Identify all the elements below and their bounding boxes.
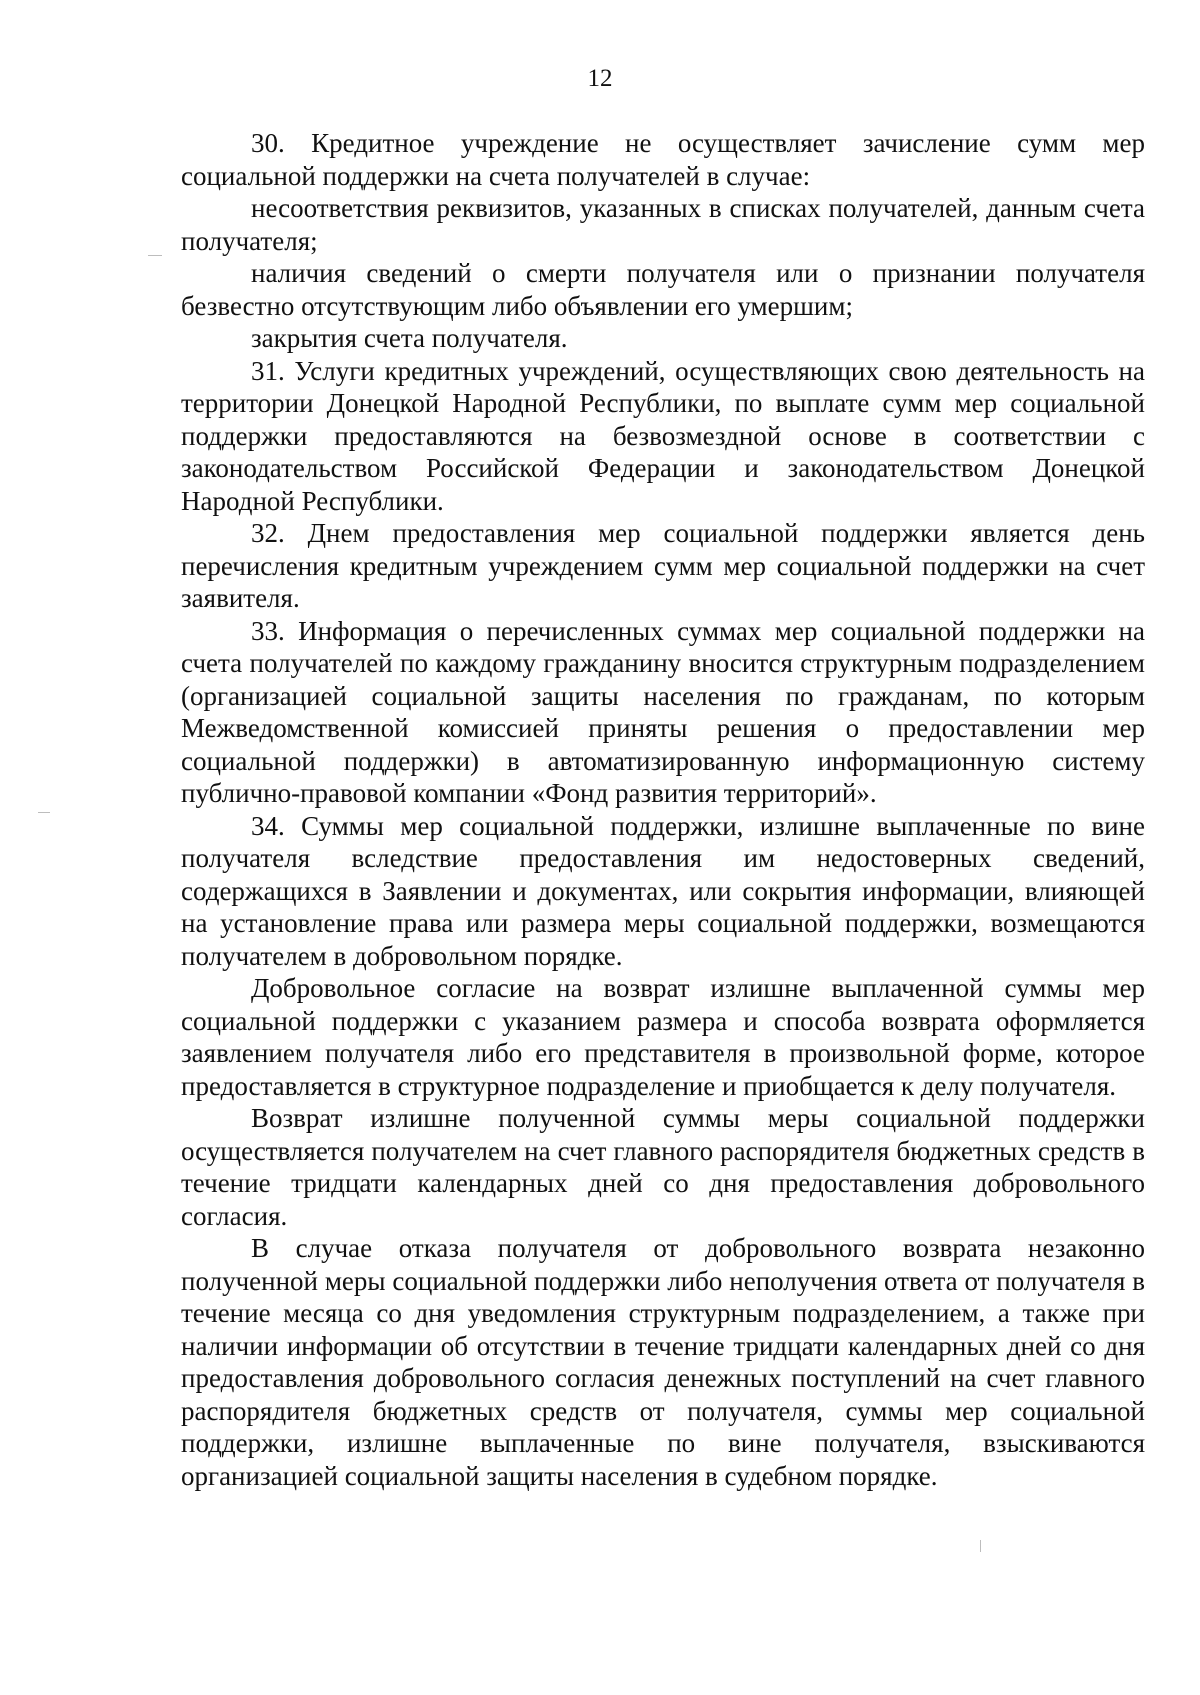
page-number: 12 — [587, 65, 613, 92]
paragraph-34-court-recovery: В случае отказа получателя от добровольного возврата незаконно полученной меры социальной поддержки либо неполучения ответа от получателя в течение месяца со дня уведомления структурным подразделением, а также при наличии информации об отсутствии в течение тридцати календарных дней со дня предоставления добровольного согласия денежных поступлений на счет главного распорядителя бюджетных средств от получателя, суммы мер социальной поддержки, излишне выплаченные по вине получателя, взыскиваются организацией социальной защиты населения в судебном порядке. — [181, 1233, 1145, 1491]
paragraph-33: 33. Информация о перечисленных суммах мер социальной поддержки на счета получателей по каждому гражданину вносится структурным подразделением (организацией социальной защиты населения по гражданам, по которым Межведомственной комиссией приняты решения о предоставлении мер социальной поддержки) в автоматизированную информационную систему публично-правовой компании «Фонд развития территорий». — [181, 615, 1145, 808]
paragraph-30-item-account-closure: закрытия счета получателя. — [251, 323, 568, 353]
paragraph-30: 30. Кредитное учреждение не осуществляет зачисление сумм мер социальной поддержки на счета получателей в случае: — [181, 128, 1145, 191]
document-body — [181, 127, 1145, 1492]
paragraph-31: 31. Услуги кредитных учреждений, осуществляющих свою деятельность на территории Донецкой Народной Республики, по выплате сумм мер социальной поддержки предоставляются на безвозмездной основе в соответствии с законодательством Российской Федерации и законодательством Донецкой Народной Республики. — [181, 355, 1145, 516]
scan-artifact-mark — [980, 1540, 981, 1552]
paragraph-34: 34. Суммы мер социальной поддержки, излишне выплаченные по вине получателя вследствие предоставления им недостоверных сведений, содержащихся в Заявлении и документах, или сокрытия информации, влияющей на установление права или размера меры социальной поддержки, возмещаются получателем в добровольном порядке. — [181, 810, 1145, 971]
paragraph-30-item-requisites: несоответствия реквизитов, указанных в списках получателей, данным счета получателя; — [181, 193, 1145, 256]
paragraph-34-voluntary-consent: Добровольное согласие на возврат излишне выплаченной суммы мер социальной поддержки с указанием размера и способа возврата оформляется заявлением получателя либо его представителя в произвольной форме, которое предоставляется в структурное подразделение и приобщается к делу получателя. — [181, 973, 1145, 1101]
scan-artifact-mark — [148, 255, 162, 256]
paragraph-30-item-death: наличия сведений о смерти получателя или о признании получателя безвестно отсутствующим либо объявлении его умершим; — [181, 258, 1145, 321]
paragraph-32: 32. Днем предоставления мер социальной поддержки является день перечисления кредитным учреждением сумм мер социальной поддержки на счет заявителя. — [181, 518, 1145, 613]
scan-artifact-mark — [38, 812, 50, 813]
paragraph-34-refund: Возврат излишне полученной суммы меры социальной поддержки осуществляется получателем на счет главного распорядителя бюджетных средств в течение тридцати календарных дней со дня предоставления добровольного согласия. — [181, 1103, 1145, 1231]
